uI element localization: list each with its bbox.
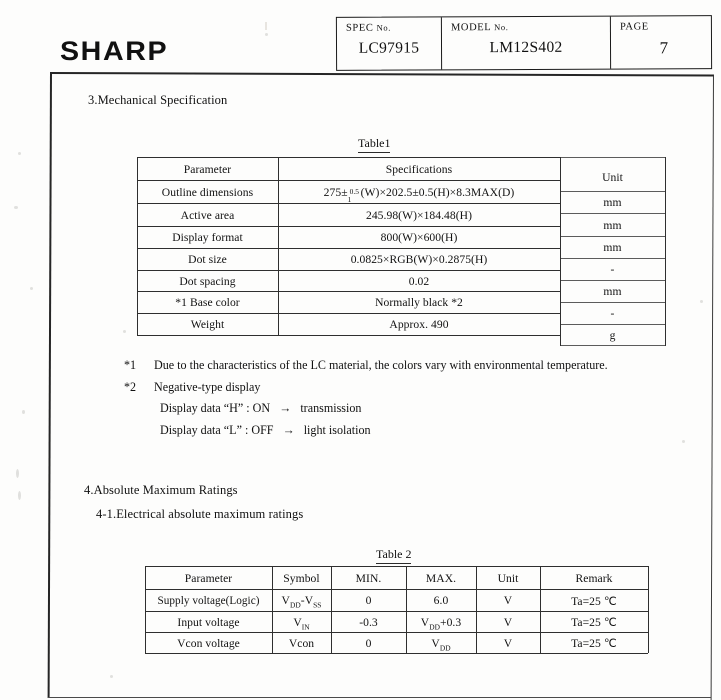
- table1-cell-unit: mm: [603, 241, 622, 254]
- table2-cell-min: -0.3: [359, 615, 378, 629]
- table2-cell-max: [406, 633, 476, 653]
- table1-caption: Table1: [358, 136, 390, 153]
- table2-rule: [145, 653, 648, 654]
- table1-cell-unit: -: [610, 263, 615, 276]
- max-sub1: DD: [439, 642, 451, 652]
- footnote-2: [124, 380, 260, 395]
- table1-cell-specifications: [278, 181, 560, 203]
- plus-minus-sign: ±: [341, 185, 348, 199]
- table1-cell-specifications: Normally black *2: [375, 296, 463, 309]
- outline-dim-value: 275± 0.5 1 (W)×202.5±0.5(H)×8.3MAX(D): [323, 185, 515, 204]
- table1-cell-specifications: Approx. 490: [389, 318, 449, 331]
- table1-rule: [137, 335, 561, 336]
- page-label: PAGE: [619, 21, 649, 33]
- table1-unit-rule: [560, 157, 666, 158]
- table2-cell-remark: Ta=25 ℃: [571, 616, 617, 629]
- table2-cell-min: 0: [365, 594, 372, 607]
- symbol-vin: [293, 616, 309, 629]
- page-no-cell: [611, 16, 709, 68]
- symbol-dash: -: [300, 594, 305, 607]
- footnote-2-text: Negative-type display: [154, 380, 261, 394]
- table1-cell-parameter: Dot spacing: [179, 274, 236, 288]
- table2-cell-symbol: [272, 612, 331, 632]
- max-tail: +0.3: [439, 615, 462, 629]
- model-label-text: MODEL: [450, 22, 491, 34]
- table1-vrule: [665, 157, 666, 346]
- footnote-1: [124, 358, 608, 373]
- table2-cell-remark: Ta=25 ℃: [571, 594, 617, 608]
- section-heading-mechanical: 3.Mechanical Specification: [88, 93, 228, 107]
- scan-speck: [18, 491, 21, 500]
- table2-vrule: [648, 566, 649, 653]
- display-data-l-label: Display data “L” : OFF: [160, 423, 274, 437]
- spec-no-cell: [337, 17, 442, 69]
- model-no-value: LM12S402: [489, 38, 563, 57]
- table1-cell-unit: -: [610, 307, 615, 320]
- symbol-sub1: DD: [289, 600, 301, 610]
- spec-no-value: LC97915: [358, 39, 420, 57]
- scan-speck: [22, 410, 25, 414]
- max-vdd-plus: [421, 616, 461, 629]
- sharp-logo: SHARP: [60, 36, 169, 66]
- page-border-bottom: [48, 697, 711, 698]
- table2-header-min: MIN.: [355, 571, 382, 585]
- symbol-sub2: SS: [313, 600, 322, 610]
- table1-cell-parameter: Dot size: [188, 253, 227, 266]
- table1-cell-specifications: 800(W)×600(H): [380, 231, 458, 244]
- display-data-h-result: transmission: [300, 401, 362, 415]
- symbol-v1: V: [293, 615, 302, 629]
- spec-label-text: SPEC: [345, 22, 374, 34]
- table1-cell-parameter: Weight: [190, 318, 225, 331]
- display-data-l-line: [160, 423, 371, 438]
- page-number: 7: [659, 38, 669, 58]
- scan-speck: [123, 330, 126, 333]
- table2-cell-symbol: [272, 590, 331, 611]
- scan-speck: [265, 33, 268, 36]
- table2-header-parameter: Parameter: [184, 571, 233, 585]
- section-heading-absmax: 4.Absolute Maximum Ratings: [84, 483, 238, 497]
- max-v1: V: [431, 636, 440, 650]
- table1-cell-unit: mm: [603, 218, 622, 232]
- scan-speck: [110, 675, 113, 678]
- table2-cell-symbol: Vcon: [288, 636, 315, 650]
- arrow-right-icon: →: [282, 423, 295, 437]
- model-no-label: [451, 22, 509, 33]
- model-label-no: No.: [494, 22, 509, 33]
- table2-cell-parameter: Supply voltage(Logic): [157, 594, 260, 607]
- table2-cell-unit: V: [503, 636, 513, 650]
- model-no-cell: [442, 17, 611, 70]
- table2-cell-remark: Ta=25 ℃: [571, 637, 617, 650]
- scan-speck: [30, 287, 33, 290]
- scan-speck: [265, 22, 267, 30]
- table2-header-max: MAX.: [425, 571, 457, 585]
- max-sub1: DD: [429, 621, 440, 631]
- outline-dim-tail: (W)×202.5±0.5(H)×8.3MAX(D): [360, 185, 515, 199]
- symbol-vdd-vss: [281, 594, 322, 610]
- table2-cell-max: 6.0: [433, 594, 449, 607]
- max-v1: V: [420, 615, 430, 629]
- table2-cell-unit: V: [503, 615, 513, 629]
- table1-header-unit: Unit: [602, 170, 623, 184]
- spec-no-label: [346, 23, 391, 34]
- table1-header-specifications: Specifications: [385, 162, 453, 176]
- table1-cell-parameter: *1 Base color: [175, 296, 240, 309]
- table1-header-parameter: Parameter: [183, 162, 232, 176]
- symbol-v2: V: [304, 594, 314, 607]
- table2-header-symbol: Symbol: [283, 571, 320, 585]
- table2-cell-min: 0: [365, 636, 372, 650]
- arrow-right-icon: →: [279, 401, 292, 415]
- footnote-1-text: Due to the characteristics of the LC material, the colors vary with environmental temperature.: [154, 358, 608, 372]
- footnote-1-mark: *1: [124, 358, 137, 372]
- spec-header-box: [336, 15, 712, 71]
- scan-speck: [700, 300, 703, 303]
- table1-cell-unit: mm: [603, 196, 622, 209]
- scan-speck: [18, 152, 21, 155]
- table2-cell-unit: V: [503, 594, 513, 607]
- table1-cell-specifications: 245.98(W)×184.48(H): [365, 208, 472, 222]
- scan-speck: [682, 440, 685, 443]
- display-data-h-line: [160, 401, 361, 416]
- table2-cell-max: [406, 612, 476, 632]
- table1-cell-parameter: Outline dimensions: [161, 185, 254, 199]
- symbol-v1: V: [281, 594, 290, 607]
- section-heading-absmax-electrical: 4-1.Electrical absolute maximum ratings: [96, 507, 304, 521]
- table2-header-unit: Unit: [497, 571, 519, 585]
- table1-cell-parameter: Display format: [172, 231, 243, 244]
- table2-cell-parameter: Vcon voltage: [177, 636, 240, 650]
- symbol-sub1: IN: [301, 621, 310, 631]
- table1-cell-parameter: Active area: [180, 208, 235, 222]
- scan-speck: [14, 206, 18, 209]
- table2-header-remark: Remark: [575, 571, 613, 585]
- display-data-h-label: Display data “H” : ON: [160, 401, 271, 415]
- table2-cell-parameter: Input voltage: [177, 615, 240, 629]
- table1-cell-specifications: 0.0825×RGB(W)×0.2875(H): [350, 253, 488, 266]
- footnote-2-mark: *2: [124, 380, 137, 394]
- max-vdd: [431, 637, 450, 650]
- display-data-l-result: light isolation: [303, 423, 371, 437]
- table1-cell-unit: mm: [603, 285, 622, 298]
- scan-speck: [16, 469, 19, 478]
- table1-cell-specifications: 0.02: [408, 274, 430, 288]
- table2-caption: Table 2: [376, 547, 411, 564]
- table1-cell-unit: g: [609, 329, 616, 342]
- spec-label-no: No.: [376, 22, 392, 33]
- outline-dim-base: 275: [323, 185, 342, 199]
